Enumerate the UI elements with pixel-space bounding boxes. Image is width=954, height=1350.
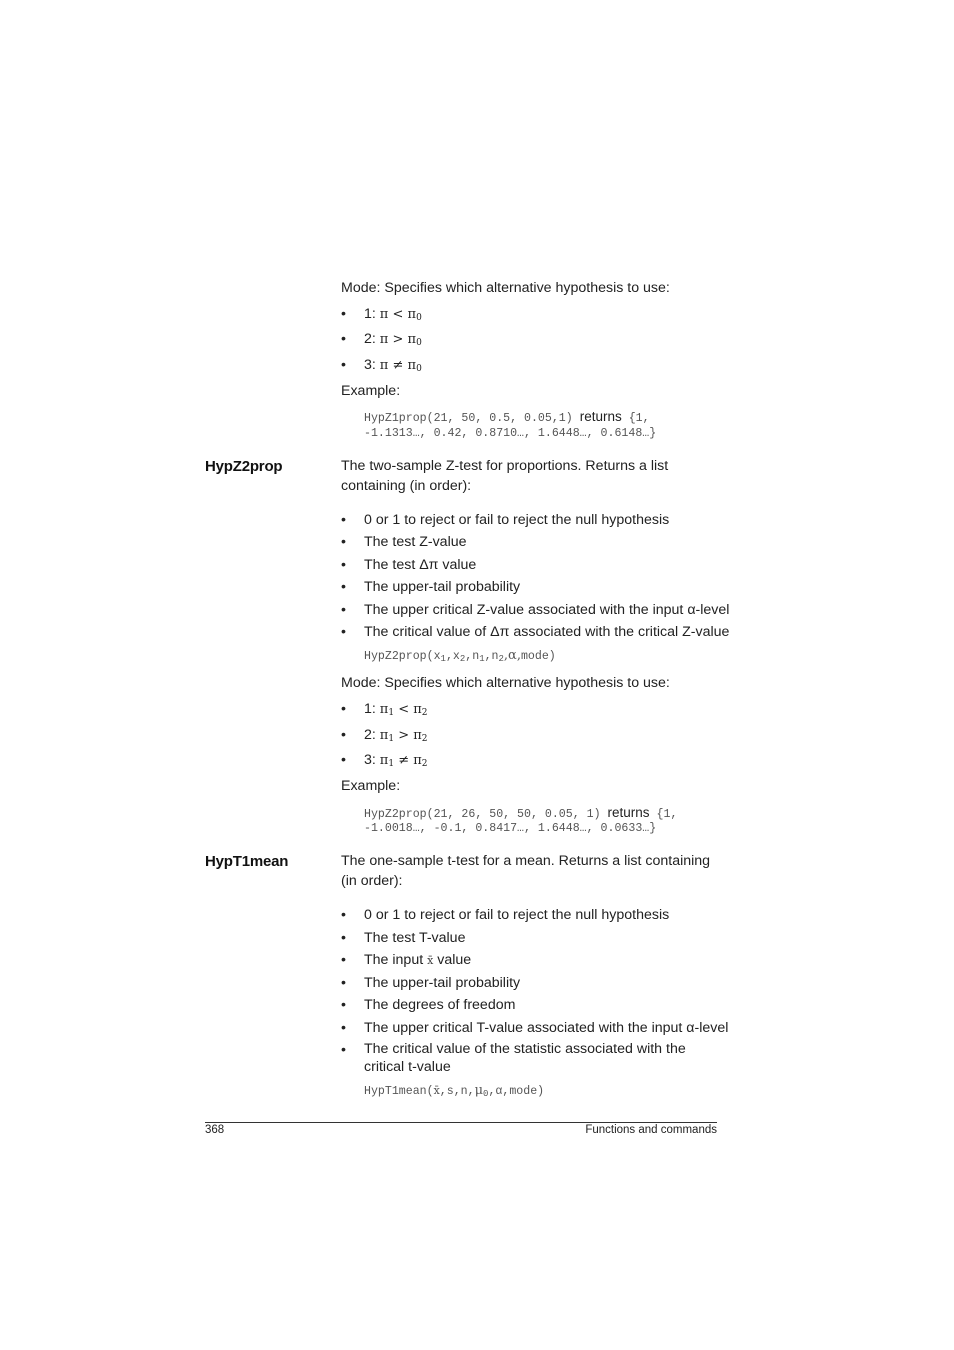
hypz2prop-syntax: $HypZ2prop(x_1,x_2,n_1,n_2,\alpha,mode)$ xyxy=(364,648,556,664)
bullet-icon: • xyxy=(341,907,346,923)
z1-mode-2: 2: $\pi > \pi_0$ xyxy=(364,331,422,348)
list-item: The upper critical T-value associated with the input α-level xyxy=(364,1020,729,1036)
hypt1mean-heading: HypT1mean xyxy=(205,853,289,870)
footer-rule xyxy=(205,1122,717,1123)
z2-mode-1: 1: $\pi_1 < \pi_2$ xyxy=(364,701,428,718)
list-item: The upper-tail probability xyxy=(364,579,521,595)
bullet-icon: • xyxy=(341,357,346,373)
hypt1mean-description: The one-sample t-test for a mean. Returns a list containing (in order): xyxy=(341,853,711,889)
list-item: The test Δπ value xyxy=(364,557,477,573)
list-item: The test T-value xyxy=(364,930,466,946)
z2-mode-line: Mode: Specifies which alternative hypothesis to use: xyxy=(341,675,670,691)
bullet-icon: • xyxy=(341,752,346,768)
bullet-icon: • xyxy=(341,930,346,946)
list-item: The critical value of Δπ associated with the critical Z-value xyxy=(364,624,730,640)
bullet-icon: • xyxy=(341,975,346,991)
bullet-icon: • xyxy=(341,952,346,968)
bullet-icon: • xyxy=(341,701,346,717)
list-item: 0 or 1 to reject or fail to reject the null hypothesis xyxy=(364,907,670,923)
bullet-icon: • xyxy=(341,331,346,347)
z1-example-line-2: -1.1313…, 0.42, 0.8710…, 1.6448…, 0.6148…} xyxy=(364,427,657,440)
z1-mode-line: Mode: Specifies which alternative hypothesis to use: xyxy=(341,280,670,296)
bullet-icon: • xyxy=(341,602,346,618)
bullet-icon: • xyxy=(341,1042,346,1058)
bullet-icon: • xyxy=(341,557,346,573)
z2-example-label: Example: xyxy=(341,778,401,794)
bullet-icon: • xyxy=(341,1020,346,1036)
bullet-icon: • xyxy=(341,306,346,322)
bullet-icon: • xyxy=(341,512,346,528)
z1-mode-1: 1: $\pi < \pi_0$ xyxy=(364,306,422,323)
list-item: The upper critical Z-value associated with the input α-level xyxy=(364,602,730,618)
list-item: 0 or 1 to reject or fail to reject the null hypothesis xyxy=(364,512,670,528)
list-item: The test Z-value xyxy=(364,534,467,550)
bullet-icon: • xyxy=(341,624,346,640)
hypt1mean-syntax: $HypT1mean(x̄,s,n,\mu_0,\alpha,mode)$ xyxy=(364,1083,545,1099)
hypz2prop-heading: HypZ2prop xyxy=(205,458,283,475)
bullet-icon: • xyxy=(341,534,346,550)
bullet-icon: • xyxy=(341,727,346,743)
list-item: The input x̄ value xyxy=(364,952,472,968)
list-item: The degrees of freedom xyxy=(364,997,516,1013)
z1-mode-3: 3: $\pi \ne \pi_0$ xyxy=(364,357,422,374)
list-item: The critical value of the statistic associated with the critical t-value xyxy=(364,1041,686,1075)
bullet-icon: • xyxy=(341,579,346,595)
hypz2prop-description: The two-sample Z-test for proportions. Returns a list containing (in order): xyxy=(341,458,669,494)
z1-example-line-1: HypZ1prop(21, 50, 0.5, 0.05,1) returns {1, xyxy=(364,409,650,425)
page-number: 368 xyxy=(205,1124,225,1136)
z2-example-line-1: HypZ2prop(21, 26, 50, 50, 0.05, 1) returns {1, xyxy=(364,805,678,821)
z2-mode-3: 3: $\pi_1 \ne \pi_2$ xyxy=(364,752,428,769)
z1-example-label: Example: xyxy=(341,383,401,399)
z2-mode-2: 2: $\pi_1 > \pi_2$ xyxy=(364,727,428,744)
bullet-icon: • xyxy=(341,997,346,1013)
z2-example-line-2: -1.0018…, -0.1, 0.8417…, 1.6448…, 0.0633…} xyxy=(364,822,657,835)
list-item: The upper-tail probability xyxy=(364,975,521,991)
chapter-title: Functions and commands xyxy=(585,1124,717,1136)
